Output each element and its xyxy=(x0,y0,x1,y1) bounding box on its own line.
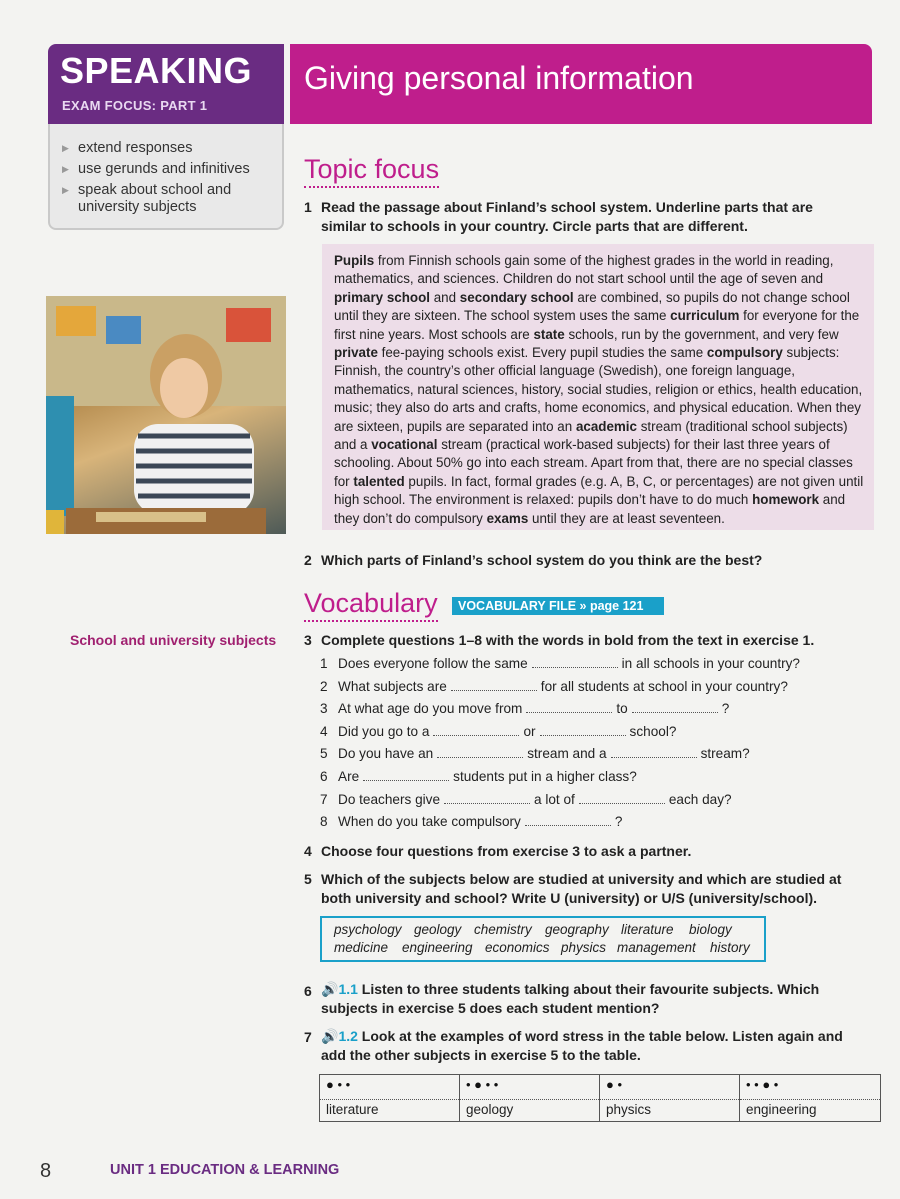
bold-keyword: exams xyxy=(486,510,529,526)
question-text: ? xyxy=(721,701,730,717)
focus-item: ▶ extend responses xyxy=(62,140,193,156)
subject-word: history xyxy=(710,940,750,955)
exercise-7-number: 7 xyxy=(304,1029,312,1045)
question-text: to xyxy=(616,701,628,717)
question-text: for all students at school in your country? xyxy=(540,678,788,694)
stress-column xyxy=(460,1075,600,1121)
subject-word: biology xyxy=(689,922,732,937)
exercise-5-number: 5 xyxy=(304,871,312,887)
subject-word: medicine xyxy=(334,940,389,955)
exercise-6-instruction xyxy=(321,980,866,1018)
subject-word: psychology xyxy=(334,922,402,937)
stress-example-word: geology xyxy=(466,1102,514,1117)
answer-blank[interactable] xyxy=(363,768,449,781)
page-title: Giving personal information xyxy=(304,60,694,96)
stress-pattern: ● • xyxy=(606,1077,623,1092)
answer-blank[interactable] xyxy=(451,678,537,691)
bold-keyword: vocational xyxy=(371,437,438,453)
question-text: When do you take compulsory xyxy=(338,814,521,830)
passage-segment: stream (traditional school subjects) and a xyxy=(334,418,848,453)
unit-label: UNIT 1 EDUCATION & LEARNING xyxy=(110,1162,340,1178)
exercise-7-instruction xyxy=(321,1027,869,1065)
audio-speaker-icon[interactable]: 🔊 xyxy=(321,981,339,997)
exercise-3-instruction: Complete questions 1–8 with the words in bold from the text in exercise 1. xyxy=(321,632,815,648)
exercise-4-instruction: Choose four questions from exercise 3 to ask a partner. xyxy=(321,843,692,859)
question-number: 7 xyxy=(320,791,328,807)
question-item xyxy=(320,722,676,741)
passage-segment: are combined, so pupils do not change school until they are sixteen. The school system uses the same xyxy=(334,289,850,324)
exercise-1-number: 1 xyxy=(304,199,312,215)
bullet-arrow-icon: ▶ xyxy=(62,164,69,174)
question-text: school? xyxy=(629,723,677,739)
question-text: each day? xyxy=(668,791,732,807)
subject-word: management xyxy=(617,940,696,955)
question-number: 2 xyxy=(320,678,328,694)
subject-word: engineering xyxy=(402,940,473,955)
page-number: 8 xyxy=(40,1160,52,1182)
answer-blank[interactable] xyxy=(579,791,665,804)
question-number: 8 xyxy=(320,814,328,830)
focus-item: ▶ use gerunds and infinitives xyxy=(62,161,250,177)
question-text: stream? xyxy=(700,746,750,762)
passage-segment: and xyxy=(430,289,460,305)
passage-segment: pupils. In fact, formal grades (e.g. A, B, C, or percentages) are not given until high school. The environment is relaxed: pupils don’t have to do much xyxy=(334,473,864,508)
exercise-6-text: Listen to three students talking about their favourite subjects. Which subjects in exercise 5 does each student mention? xyxy=(321,981,820,1016)
question-number: 5 xyxy=(320,746,328,762)
bullet-arrow-icon: ▶ xyxy=(62,185,69,195)
passage-segment: stream (practical work-based subjects) for their last three years of schooling. About 50% go into each stream. Apart from that, there are no special classes for xyxy=(334,437,853,489)
question-text: Are xyxy=(338,769,360,784)
exercise-6-number: 6 xyxy=(304,983,312,999)
question-item xyxy=(320,654,800,673)
question-text: ? xyxy=(614,814,623,830)
subject-word: chemistry xyxy=(474,922,532,937)
stress-example-word: physics xyxy=(606,1102,652,1117)
passage-segment: from Finnish schools gain some of the highest grades in the world in reading, mathematics, and sciences. Children do not start school until the age of seven and xyxy=(334,253,834,287)
audio-track-7: 1.2 xyxy=(338,1028,358,1044)
passage-segment: schools, run by the government, and very few xyxy=(564,326,839,342)
question-item xyxy=(320,767,637,786)
stress-column xyxy=(320,1075,460,1121)
audio-track-6: 1.1 xyxy=(338,981,358,997)
answer-blank[interactable] xyxy=(611,745,697,758)
subject-word: geology xyxy=(414,922,462,937)
exercise-7-text: Look at the examples of word stress in the table below. Listen again and add the other subjects in exercise 5 to the table. xyxy=(321,1028,843,1063)
bold-keyword: academic xyxy=(575,418,637,434)
bold-keyword: Pupils xyxy=(334,253,375,268)
exercise-2-number: 2 xyxy=(304,552,312,568)
classroom-illustration xyxy=(46,296,286,534)
stress-pattern: • • ● • xyxy=(746,1077,779,1092)
reading-passage xyxy=(322,244,874,530)
bold-keyword: private xyxy=(334,345,378,361)
word-stress-table xyxy=(319,1074,881,1122)
classroom-photo xyxy=(46,296,286,534)
subject-word: literature xyxy=(621,922,674,937)
focus-item: ▶ speak about school and university subjects xyxy=(62,182,232,215)
question-text: Do teachers give xyxy=(338,791,441,807)
topic-focus-heading: Topic focus xyxy=(304,154,439,185)
bold-keyword: talented xyxy=(353,473,405,489)
bold-keyword: homework xyxy=(752,492,820,508)
stress-example-word: engineering xyxy=(746,1102,817,1117)
subject-word: economics xyxy=(485,940,550,955)
exam-focus-label: EXAM FOCUS: PART 1 xyxy=(62,98,208,113)
question-number: 3 xyxy=(320,701,328,717)
question-text: stream and a xyxy=(527,746,607,762)
section-title: SPEAKING xyxy=(60,50,253,91)
exercise-2-instruction: Which parts of Finland’s school system do you think are the best? xyxy=(321,552,763,568)
stress-pattern: • ● • • xyxy=(466,1077,499,1092)
question-number: 6 xyxy=(320,769,328,784)
stress-example-word: literature xyxy=(326,1102,379,1117)
stress-pattern: ● • • xyxy=(326,1077,351,1092)
question-item xyxy=(320,677,788,696)
vocabulary-heading: Vocabulary xyxy=(304,588,438,619)
question-number: 4 xyxy=(320,723,328,739)
answer-blank[interactable] xyxy=(433,723,519,736)
question-text: students put in a higher class? xyxy=(453,769,637,784)
subject-word: physics xyxy=(561,940,607,955)
stress-column xyxy=(600,1075,740,1121)
bold-keyword: curriculum xyxy=(670,308,740,324)
question-number: 1 xyxy=(320,656,328,671)
question-item xyxy=(320,790,732,809)
question-item xyxy=(320,812,622,831)
question-text: Does everyone follow the same xyxy=(338,656,528,671)
exercise-4-number: 4 xyxy=(304,843,312,859)
bold-keyword: primary school xyxy=(334,289,430,305)
passage-segment: and they don’t do compulsory xyxy=(334,492,846,526)
question-text: What subjects are xyxy=(338,678,447,694)
exercise-5-instruction: Which of the subjects below are studied at university and which are studied at both university and school? Write U (university) or U/S (university/school). xyxy=(321,871,842,906)
answer-blank[interactable] xyxy=(540,723,626,736)
passage-text xyxy=(334,253,863,526)
answer-blank[interactable] xyxy=(525,813,611,826)
question-text: or xyxy=(523,723,536,739)
answer-blank[interactable] xyxy=(437,745,523,758)
question-text: At what age do you move from xyxy=(338,701,523,717)
question-item xyxy=(320,744,750,763)
answer-blank[interactable] xyxy=(632,700,718,713)
subject-word: geography xyxy=(545,922,609,937)
vocabulary-file-badge: VOCABULARY FILE » page 121 xyxy=(452,597,664,615)
question-text: Did you go to a xyxy=(338,723,430,739)
bold-keyword: secondary school xyxy=(459,289,574,305)
audio-speaker-icon[interactable]: 🔊 xyxy=(321,1028,339,1044)
passage-segment: fee-paying schools exist. Every pupil studies the same xyxy=(377,345,707,361)
question-text: Do you have an xyxy=(338,746,434,762)
answer-blank[interactable] xyxy=(532,655,618,668)
passage-segment: subjects: Finnish, the country’s other official language (Swedish), one foreign language, mathematics, natural sciences, history, social studies, religion or ethics, health education, music; they also do arts and crafts, home economics, and physical education. When they are sixteen, pupils are separated into an xyxy=(334,345,863,434)
exercise-1-instruction: Read the passage about Finland’s school system. Underline parts that are similar to schools in your country. Circle parts that are different. xyxy=(321,199,813,234)
stress-column xyxy=(740,1075,880,1121)
question-text: in all schools in your country? xyxy=(621,656,800,671)
answer-blank[interactable] xyxy=(526,700,612,713)
exercise-3-number: 3 xyxy=(304,632,312,648)
question-text: a lot of xyxy=(534,791,575,807)
question-item xyxy=(320,699,729,718)
passage-segment: for everyone for the first nine years. Most schools are xyxy=(334,308,860,342)
side-heading: School and university subjects xyxy=(70,632,277,648)
bullet-arrow-icon: ▶ xyxy=(62,143,69,153)
bold-keyword: compulsory xyxy=(706,345,783,361)
passage-segment: until they are at least seventeen. xyxy=(528,510,725,526)
bold-keyword: state xyxy=(533,326,565,342)
answer-blank[interactable] xyxy=(444,791,530,804)
